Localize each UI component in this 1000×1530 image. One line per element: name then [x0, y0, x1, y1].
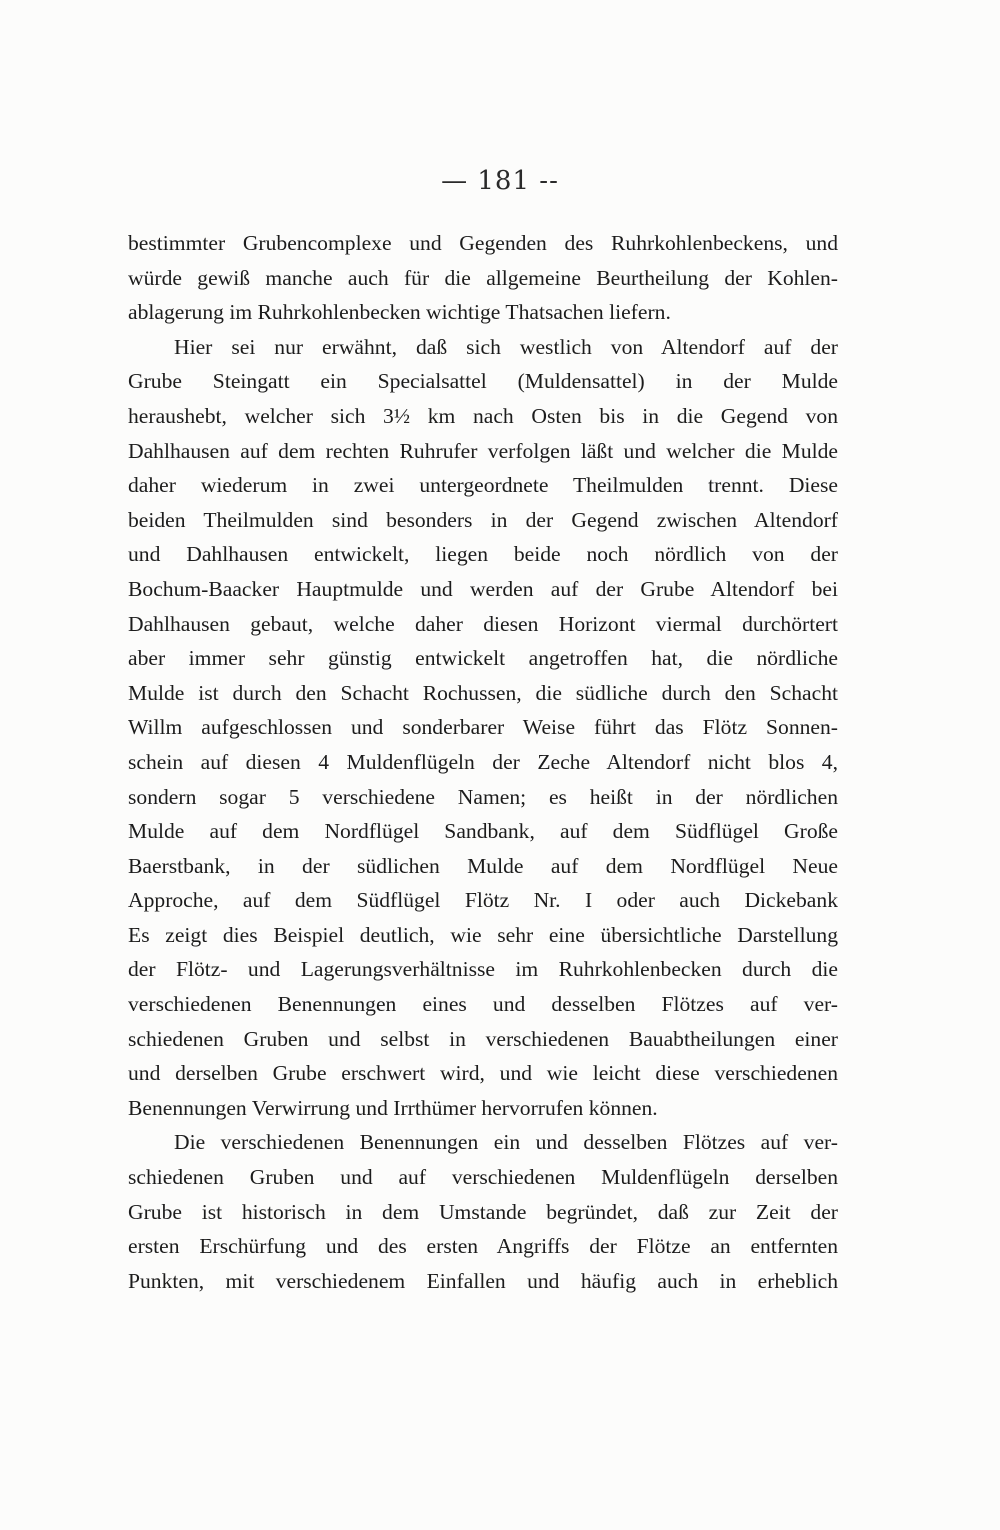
text-line: Approche, auf dem Südflügel Flötz Nr. I oder auch Dickebank [128, 888, 838, 913]
text-line: schein auf diesen 4 Muldenflügeln der Zeche Altendorf nicht blos 4, [128, 749, 838, 774]
page-number: — 181 -- [441, 166, 559, 196]
text-line: ersten Erschürfung und des ersten Angriffs der Flötze an entfernten [128, 1234, 838, 1259]
text-line: der Flötz- und Lagerungsverhältnisse im Ruhrkohlenbecken durch die [128, 957, 838, 982]
text-line: Mulde auf dem Nordflügel Sandbank, auf dem Südflügel Große [128, 819, 838, 844]
text-line: Mulde ist durch den Schacht Rochussen, die südliche durch den Schacht [128, 680, 838, 705]
text-line: und derselben Grube erschwert wird, und wie leicht diese verschiedenen [128, 1061, 838, 1086]
text-line: Es zeigt dies Beispiel deutlich, wie sehr eine übersichtliche Darstellung [128, 922, 838, 947]
text-line: Dahlhausen auf dem rechten Ruhrufer verfolgen läßt und welcher die Mulde [128, 438, 838, 463]
text-line: Bochum-Baacker Hauptmulde und werden auf der Grube Altendorf bei [128, 576, 838, 601]
text-line: Die verschiedenen Benennungen ein und desselben Flötzes auf ver- [174, 1130, 838, 1155]
text-line: Hier sei nur erwähnt, daß sich westlich von Altendorf auf der [174, 334, 838, 359]
text-line: würde gewiß manche auch für die allgemeine Beurtheilung der Kohlen- [128, 265, 838, 290]
text-line: daher wiederum in zwei untergeordnete Theilmulden trennt. Diese [128, 473, 838, 498]
text-line: Dahlhausen gebaut, welche daher diesen Horizont viermal durchörtert [128, 611, 838, 636]
text-line: Grube Steingatt ein Specialsattel (Muldensattel) in der Mulde [128, 369, 838, 394]
body-text [128, 226, 838, 1298]
text-line: schiedenen Gruben und selbst in verschiedenen Bauabtheilungen einer [128, 1026, 838, 1051]
text-line: heraushebt, welcher sich 3½ km nach Osten bis in die Gegend von [128, 403, 838, 428]
text-line: aber immer sehr günstig entwickelt angetroffen hat, die nördliche [128, 646, 838, 671]
text-line: beiden Theilmulden sind besonders in der Gegend zwischen Altendorf [128, 507, 838, 532]
text-line: Willm aufgeschlossen und sonderbarer Weise führt das Flötz Sonnen- [128, 715, 838, 740]
text-line: Punkten, mit verschiedenem Einfallen und häufig auch in erheblich [128, 1268, 838, 1293]
text-line: Grube ist historisch in dem Umstande begründet, daß zur Zeit der [128, 1199, 838, 1224]
text-line: und Dahlhausen entwickelt, liegen beide noch nördlich von der [128, 542, 838, 567]
text-line: verschiedenen Benennungen eines und desselben Flötzes auf ver- [128, 992, 838, 1017]
text-line: bestimmter Grubencomplexe und Gegenden des Ruhrkohlenbeckens, und [128, 231, 838, 255]
text-line: schiedenen Gruben und auf verschiedenen Muldenflügeln derselben [128, 1165, 838, 1190]
text-line: ablagerung im Ruhrkohlenbecken wichtige Thatsachen liefern. [128, 300, 671, 325]
text-line: Baerstbank, in der südlichen Mulde auf dem Nordflügel Neue [128, 853, 838, 878]
text-line: sondern sogar 5 verschiedene Namen; es heißt in der nördlichen [128, 784, 838, 809]
text-line: Benennungen Verwirrung und Irrthümer hervorrufen können. [128, 1095, 658, 1120]
